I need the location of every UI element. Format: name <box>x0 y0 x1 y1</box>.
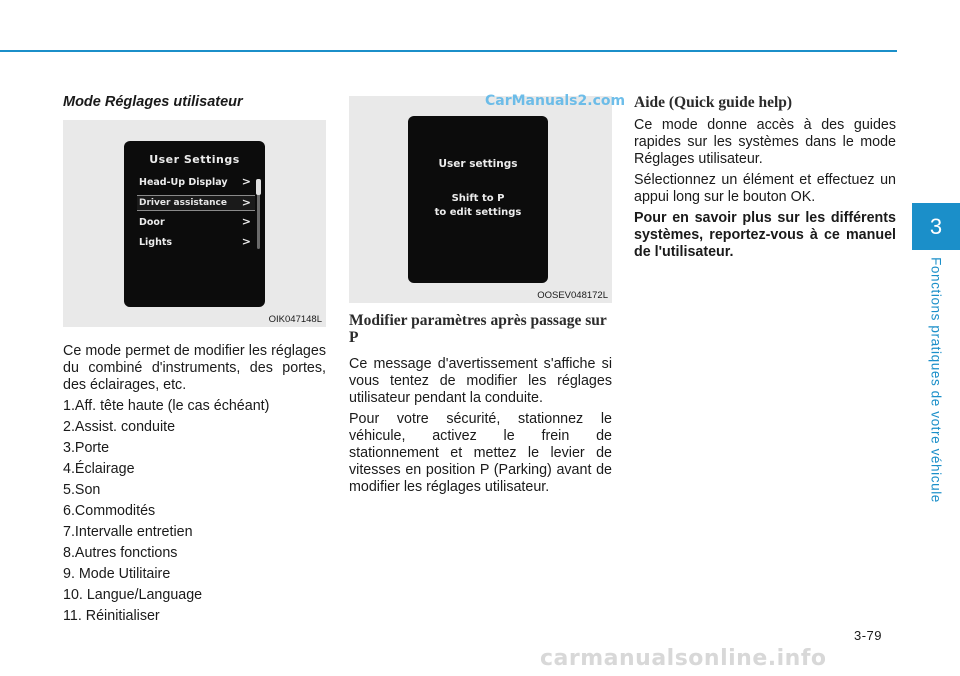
chapter-tab <box>912 203 960 250</box>
help-paragraph-3: Pour en savoir plus sur les différents systèmes, reportez-vous à ce manuel de l'utilisateur. <box>634 210 896 260</box>
menu-item-lights: Lights > <box>139 235 251 248</box>
figure-user-settings <box>63 120 326 327</box>
chapter-number: 3 <box>929 213 943 239</box>
figure-shift-to-p <box>349 96 612 303</box>
watermark-logo: CarManuals2.com <box>485 93 626 109</box>
chevron-right-icon: > <box>241 196 251 209</box>
cluster-screen-warning <box>408 116 548 283</box>
warning-paragraph: Ce message d'avertissement s'affiche si vous tentez de modifier les réglages utilisateur pendant la conduite. <box>349 356 612 406</box>
list-item: 11. Réinitialiser <box>63 608 160 624</box>
list-item: 9. Mode Utilitaire <box>63 566 171 582</box>
column-2 <box>349 96 612 500</box>
list-item: 3.Porte <box>63 440 110 456</box>
chevron-right-icon: > <box>241 235 251 248</box>
chevron-right-icon: > <box>241 215 251 228</box>
list-item: 2.Assist. conduite <box>63 419 176 435</box>
help-paragraph-2: Sélectionnez un élément et effectuez un appui long sur le bouton OK. <box>634 172 896 205</box>
list-item: 10. Langue/Language <box>63 587 203 603</box>
intro-paragraph: Ce mode permet de modifier les réglages du combiné d'instruments, des portes, des éclairages, etc. <box>63 343 326 393</box>
list-item: 8.Autres fonctions <box>63 545 178 561</box>
footer-watermark: carmanualsonline.info <box>540 646 827 671</box>
menu-item-door: Door > <box>139 215 251 228</box>
chevron-right-icon: > <box>241 175 251 188</box>
warning-line-1: Shift to P <box>451 193 505 204</box>
header-rule <box>0 50 897 52</box>
menu-item-head-up-display: Head-Up Display > <box>139 175 251 188</box>
safety-paragraph: Pour votre sécurité, stationnez le véhicule, activez le frein de stationnement et mettez le levier de vitesses en position P (Parking) avant de modifier les réglages utilisateur. <box>349 411 612 495</box>
list-item: 7.Intervalle entretien <box>63 524 193 540</box>
list-item: 1.Aff. tête haute (le cas échéant) <box>63 398 270 414</box>
figure-code: OIK047148L <box>268 314 322 325</box>
screen-title: User settings <box>438 158 518 170</box>
page-number: 3-79 <box>854 628 883 643</box>
list-item: 5.Son <box>63 482 101 498</box>
section-heading-quick-guide: Aide (Quick guide help) <box>634 94 793 111</box>
chapter-title: Fonctions pratiques de votre véhicule <box>928 257 944 503</box>
cluster-screen <box>124 141 265 307</box>
section-heading-shift-to-p: Modifier paramètres après passage sur P <box>349 312 607 346</box>
column-3 <box>634 94 896 265</box>
warning-line-2: to edit settings <box>434 207 522 218</box>
column-1 <box>63 94 326 629</box>
settings-list <box>63 398 326 625</box>
list-item: 6.Commodités <box>63 503 156 519</box>
figure-code: OOSEV048172L <box>537 290 608 301</box>
menu-item-driver-assistance: Driver assistance > <box>137 195 255 211</box>
section-heading-user-settings: Mode Réglages utilisateur <box>63 94 243 110</box>
menu-scrollbar <box>257 179 260 249</box>
list-item: 4.Éclairage <box>63 461 135 477</box>
screen-title: User Settings <box>149 153 240 166</box>
help-paragraph-1: Ce mode donne accès à des guides rapides sur les systèmes dans le mode Réglages utilisateur. <box>634 117 896 167</box>
